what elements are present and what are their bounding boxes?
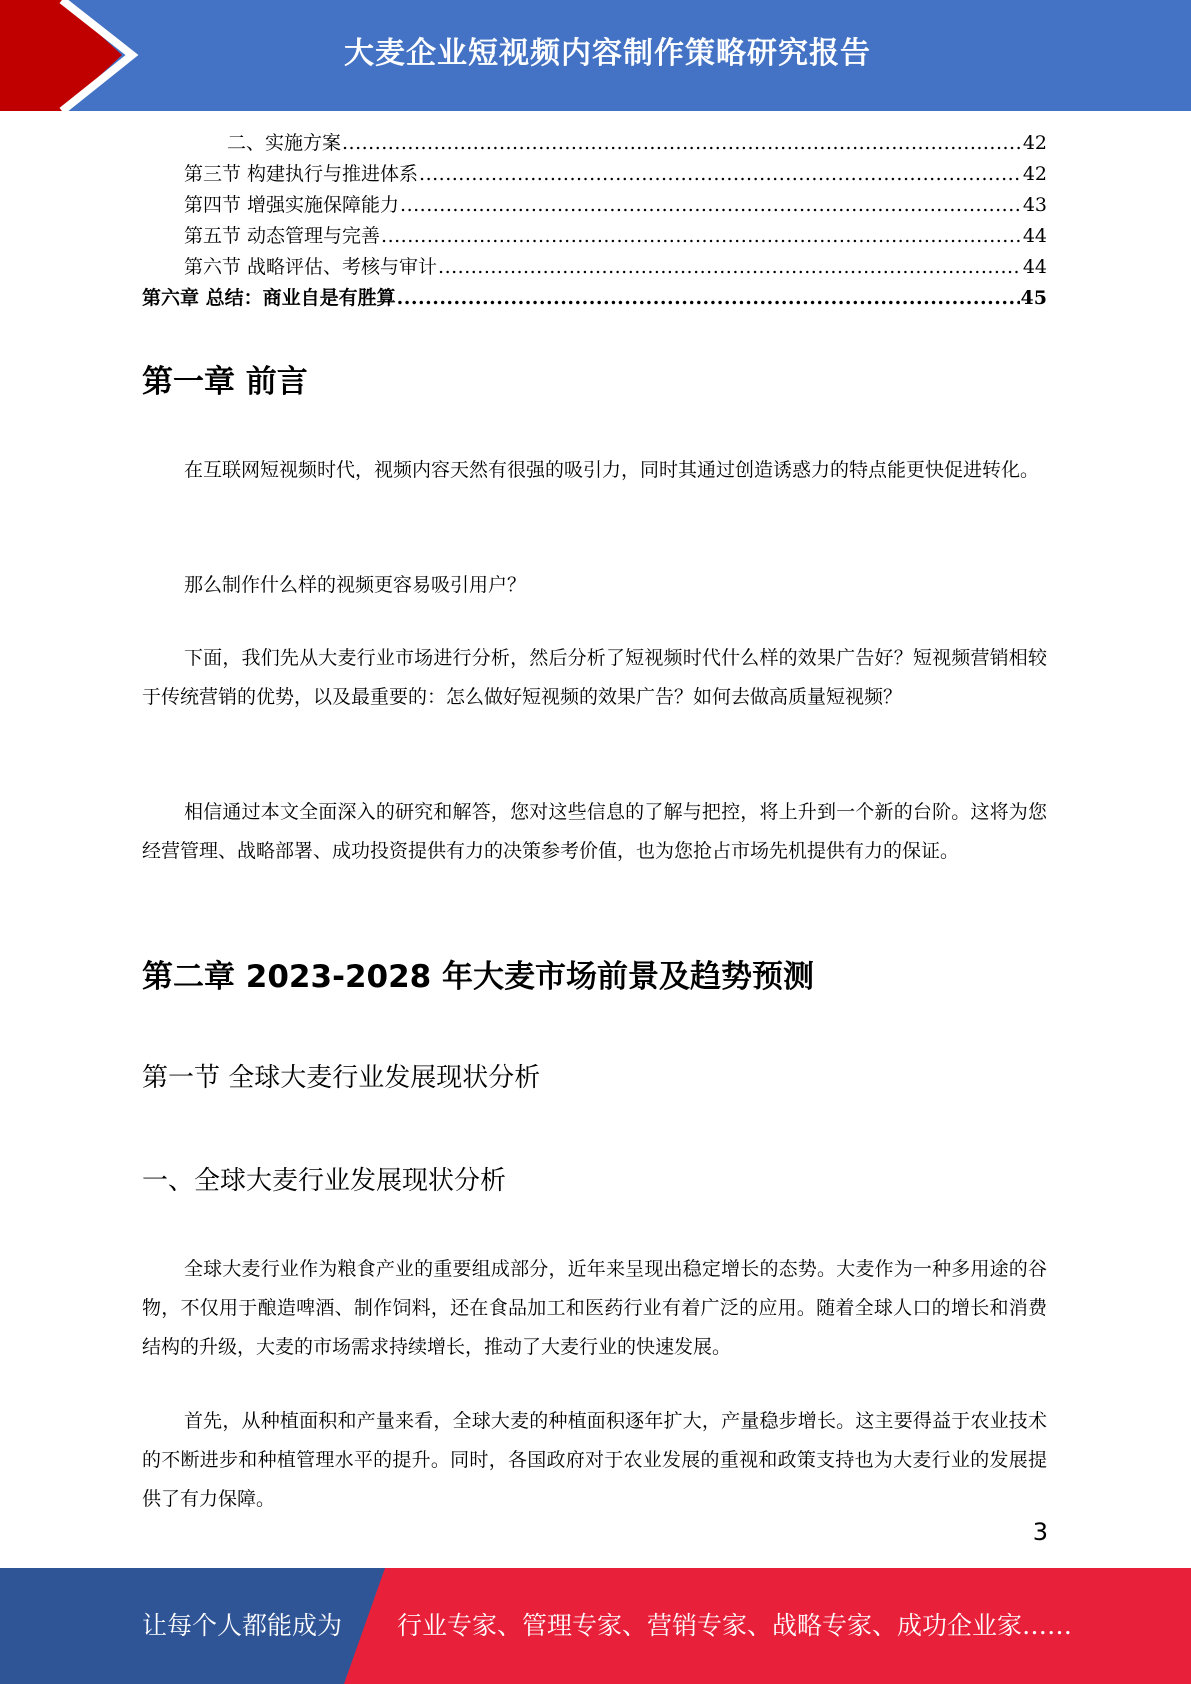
subsection-heading: 一、全球大麦行业发展现状分析 xyxy=(142,1166,507,1196)
page-number: 3 xyxy=(1032,1518,1048,1546)
toc-entry-page: 43 xyxy=(1022,194,1047,216)
toc-entry[interactable] xyxy=(142,221,1047,252)
toc-leader-dots xyxy=(381,221,1022,252)
toc-entry-title: 第四节 增强实施保障能力 xyxy=(184,194,400,216)
toc-leader-dots xyxy=(397,283,1020,314)
paragraph: 那么制作什么样的视频更容易吸引用户？ xyxy=(184,574,527,596)
footer-slogan-left: 让每个人都能成为 xyxy=(142,1611,343,1640)
toc-entry-title: 二、实施方案 xyxy=(227,132,342,154)
toc-leader-dots xyxy=(419,159,1022,190)
table-of-contents xyxy=(142,128,1047,314)
toc-entry-page: 42 xyxy=(1022,132,1047,154)
paragraph: 在互联网短视频时代，视频内容天然有很强的吸引力，同时其通过创造诱惑力的特点能更快促进转化。 xyxy=(184,459,1040,481)
toc-entry-page: 44 xyxy=(1022,256,1047,278)
paragraph: 相信通过本文全面深入的研究和解答，您对这些信息的了解与把控，将上升到一个新的台阶。这将为您经营管理、战略部署、成功投资提供有力的决策参考价值，也为您抢占市场先机提供有力的保证。 xyxy=(142,801,1047,862)
toc-entry-page: 42 xyxy=(1022,163,1047,185)
toc-entry-title: 第六章 总结：商业自是有胜算 xyxy=(142,287,396,309)
toc-entry[interactable] xyxy=(142,252,1047,283)
page-header xyxy=(0,0,1191,111)
toc-entry-page: 44 xyxy=(1022,225,1047,247)
toc-entry-title: 第五节 动态管理与完善 xyxy=(184,225,381,247)
toc-entry-title: 第六节 战略评估、考核与审计 xyxy=(184,256,438,278)
paragraph: 全球大麦行业作为粮食产业的重要组成部分，近年来呈现出稳定增长的态势。大麦作为一种多用途的谷物，不仅用于酿造啤酒、制作饲料，还在食品加工和医药行业有着广泛的应用。随着全球人口的增长和消费结构的升级，大麦的市场需求持续增长，推动了大麦行业的快速发展。 xyxy=(142,1258,1047,1358)
toc-entry[interactable] xyxy=(142,190,1047,221)
toc-entry[interactable] xyxy=(142,159,1047,190)
paragraph: 首先，从种植面积和产量来看，全球大麦的种植面积逐年扩大，产量稳步增长。这主要得益于农业技术的不断进步和种植管理水平的提升。同时，各国政府对于农业发展的重视和政策支持也为大麦行业的发展提供了有力保障。 xyxy=(142,1410,1047,1510)
section-heading: 第一节 全球大麦行业发展现状分析 xyxy=(142,1063,541,1093)
chapter-1-heading: 第一章 前言 xyxy=(142,364,308,400)
toc-leader-dots xyxy=(400,190,1022,221)
page-footer xyxy=(0,1568,1191,1684)
toc-leader-dots xyxy=(342,128,1022,159)
paragraph: 下面，我们先从大麦行业市场进行分析，然后分析了短视频时代什么样的效果广告好？短视频营销相较于传统营销的优势，以及最重要的：怎么做好短视频的效果广告？如何去做高质量短视频？ xyxy=(142,647,1047,708)
toc-entry[interactable] xyxy=(142,128,1047,159)
chapter-2-heading: 第二章 2023-2028 年大麦市场前景及趋势预测 xyxy=(142,959,815,995)
footer-slogan-right: 行业专家、管理专家、营销专家、战略专家、成功企业家…… xyxy=(397,1611,1073,1640)
toc-entry-chapter[interactable] xyxy=(142,283,1047,314)
toc-entry-page: 45 xyxy=(1020,287,1047,309)
document-title: 大麦企业短视频内容制作策略研究报告 xyxy=(344,36,871,71)
toc-leader-dots xyxy=(438,252,1022,283)
toc-entry-title: 第三节 构建执行与推进体系 xyxy=(184,163,419,185)
